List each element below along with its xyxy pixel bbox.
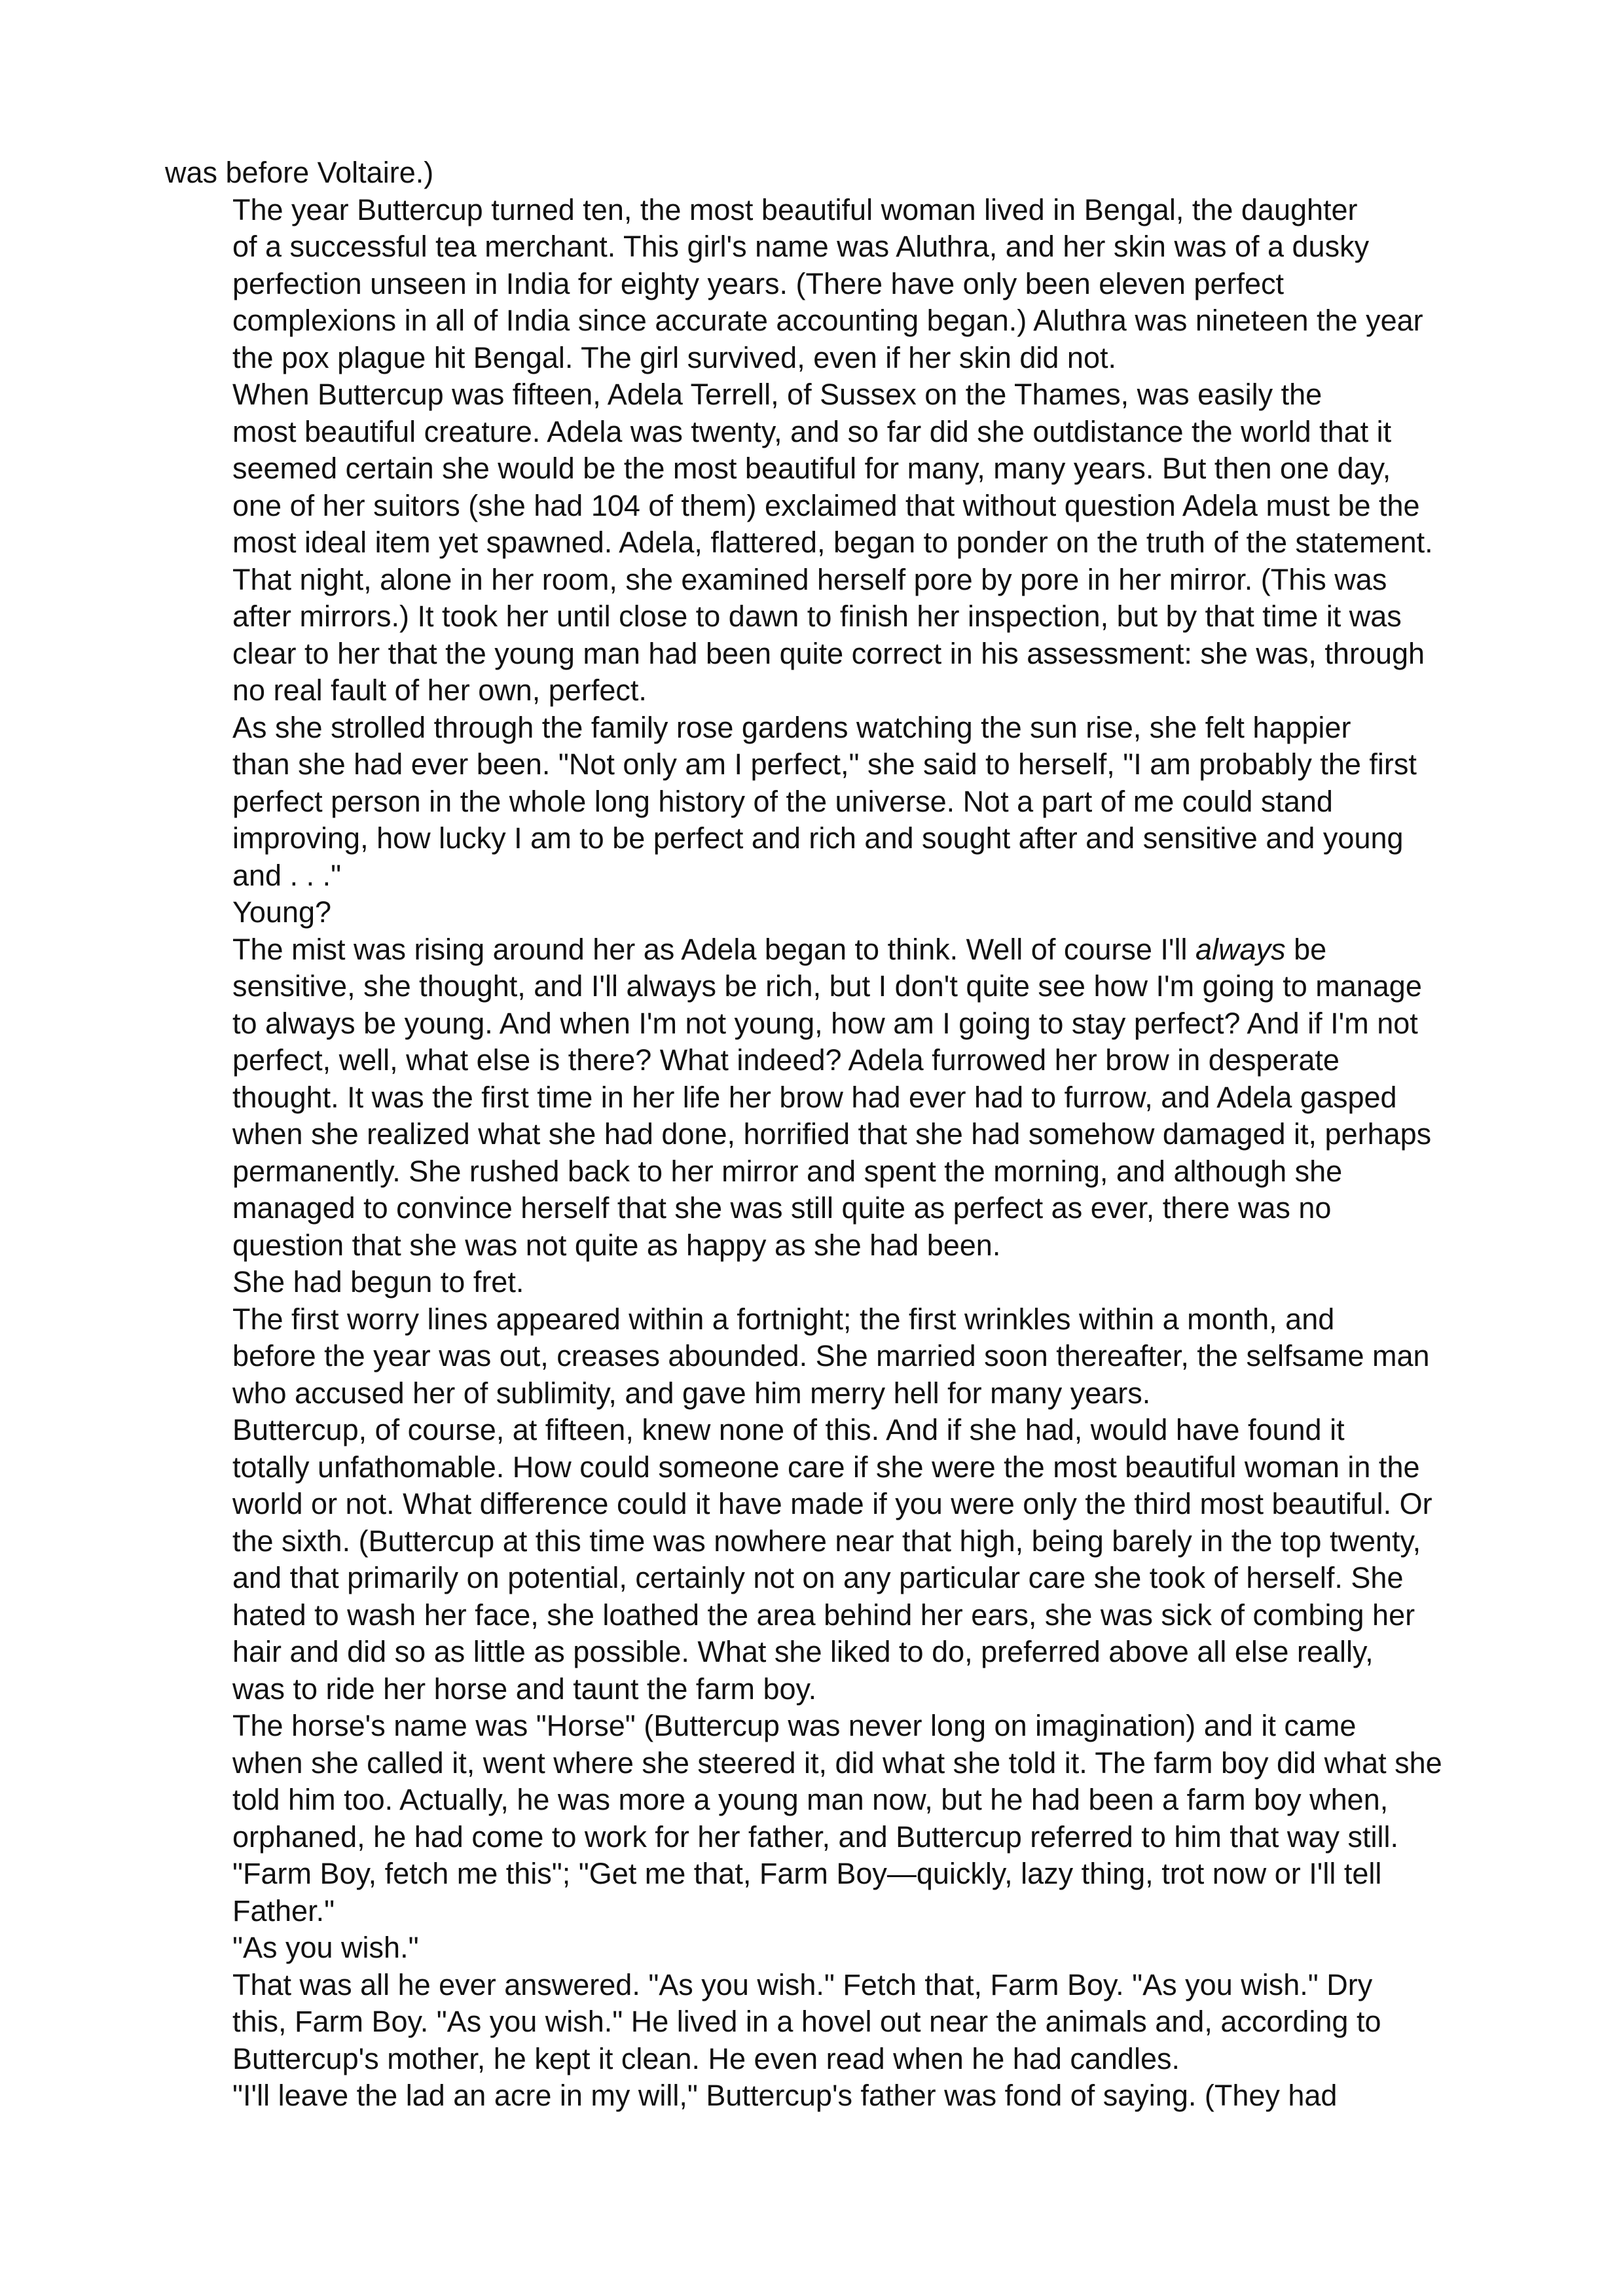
paragraph-8 — [165, 1301, 1474, 1412]
text-line: managed to convince herself that she was still quite as perfect as ever, there was no — [232, 1191, 1332, 1225]
text-line: than she had ever been. "Not only am I perfect," she said to herself, "I am probably the first — [232, 747, 1417, 781]
text-line: was before Voltaire.) — [165, 156, 434, 189]
text-line: Buttercup, of course, at fifteen, knew none of this. And if she had, would have found it — [232, 1413, 1345, 1446]
text-line: orphaned, he had come to work for her father, and Buttercup referred to him that way still. — [232, 1820, 1398, 1854]
text-line: sensitive, she thought, and I'll always be rich, but I don't quite see how I'm going to manage — [232, 969, 1422, 1003]
text-line: That was all he ever answered. "As you wish." Fetch that, Farm Boy. "As you wish." Dry — [232, 1967, 1373, 2001]
text-line: "Farm Boy, fetch me this"; "Get me that, Farm Boy—quickly, lazy thing, trot now or I'll tell — [232, 1857, 1382, 1890]
paragraph-13 — [165, 2077, 1474, 2115]
paragraph-5 — [165, 894, 1474, 931]
text-line: perfection unseen in India for eighty years. (There have only been eleven perfect — [232, 266, 1284, 300]
text-line: She had begun to fret. — [232, 1265, 524, 1299]
paragraph-7 — [165, 1264, 1474, 1301]
text-line: no real fault of her own, perfect. — [232, 673, 647, 707]
text-line: improving, how lucky I am to be perfect and rich and sought after and sensitive and young — [232, 821, 1404, 855]
text-line: was to ride her horse and taunt the farm boy. — [232, 1672, 817, 1706]
text-line: when she called it, went where she steered it, did what she told it. The farm boy did what she — [232, 1746, 1442, 1780]
text-line: That night, alone in her room, she examined herself pore by pore in her mirror. (This was — [232, 562, 1387, 596]
text-line: When Buttercup was fifteen, Adela Terrell, of Sussex on the Thames, was easily the — [232, 378, 1322, 411]
text-line: totally unfathomable. How could someone care if she were the most beautiful woman in the — [232, 1450, 1420, 1484]
text-line: world or not. What difference could it have made if you were only the third most beautiful. Or — [232, 1487, 1432, 1520]
text-line: clear to her that the young man had been quite correct in his assessment: she was, through — [232, 636, 1425, 670]
document-page — [165, 154, 1474, 2115]
text-line: The year Buttercup turned ten, the most beautiful woman lived in Bengal, the daughter — [232, 192, 1358, 226]
text-line: Young? — [232, 895, 332, 929]
text-line: "As you wish." — [232, 1931, 419, 1964]
text-line: before the year was out, creases abounded. She married soon thereafter, the selfsame man — [232, 1339, 1430, 1372]
text-line: when she realized what she had done, horrified that she had somehow damaged it, perhaps — [232, 1117, 1432, 1151]
paragraph-4 — [165, 709, 1474, 895]
text-fragment: be — [1285, 932, 1327, 966]
paragraph-11 — [165, 1929, 1474, 1967]
text-line: perfect person in the whole long history of the universe. Not a part of me could stand — [232, 784, 1333, 818]
paragraph-12 — [165, 1967, 1474, 2078]
text-line: the pox plague hit Bengal. The girl survived, even if her skin did not. — [232, 340, 1116, 374]
paragraph-3 — [165, 376, 1474, 709]
text-line: Father." — [232, 1893, 335, 1928]
text-fragment: The mist was rising around her as Adela began to think. Well of course I'll — [232, 932, 1196, 966]
paragraph-9 — [165, 1412, 1474, 1708]
emphasis-text: always — [1195, 932, 1286, 966]
text-line: "I'll leave the lad an acre in my will," Buttercup's father was fond of saying. (They had — [232, 2079, 1338, 2112]
paragraph-1 — [165, 154, 1474, 192]
text-line: seemed certain she would be the most beautiful for many, many years. But then one day, — [232, 452, 1391, 485]
text-line: who accused her of sublimity, and gave him merry hell for many years. — [232, 1376, 1151, 1410]
text-line: the sixth. (Buttercup at this time was nowhere near that high, being barely in the top twenty, — [232, 1524, 1421, 1558]
text-line: after mirrors.) It took her until close to dawn to finish her inspection, but by that time it was — [232, 600, 1402, 633]
text-line: thought. It was the first time in her life her brow had ever had to furrow, and Adela gasped — [232, 1080, 1397, 1114]
text-line: told him too. Actually, he was more a young man now, but he had been a farm boy when, — [232, 1783, 1389, 1816]
text-line: perfect, well, what else is there? What indeed? Adela furrowed her brow in desperate — [232, 1043, 1340, 1077]
text-line: hair and did so as little as possible. What she liked to do, preferred above all else really, — [232, 1635, 1374, 1668]
text-line: As she strolled through the family rose gardens watching the sun rise, she felt happier — [232, 710, 1351, 744]
text-line: this, Farm Boy. "As you wish." He lived in a hovel out near the animals and, according to — [232, 2005, 1381, 2038]
text-line: complexions in all of India since accurate accounting began.) Aluthra was nineteen the year — [232, 304, 1423, 337]
text-line: most beautiful creature. Adela was twenty, and so far did she outdistance the world that it — [232, 414, 1392, 448]
text-line: and . . ." — [232, 858, 342, 892]
text-line: most ideal item yet spawned. Adela, flattered, began to ponder on the truth of the statement. — [232, 526, 1433, 559]
text-line — [165, 931, 1474, 969]
text-line: one of her suitors (she had 104 of them) exclaimed that without question Adela must be the — [232, 488, 1420, 522]
text-line: to always be young. And when I'm not young, how am I going to stay perfect? And if I'm not — [232, 1006, 1418, 1040]
paragraph-10 — [165, 1708, 1474, 1929]
text-line: The horse's name was "Horse" (Buttercup was never long on imagination) and it came — [232, 1709, 1357, 1742]
text-line: and that primarily on potential, certainly not on any particular care she took of herself. She — [232, 1561, 1404, 1594]
paragraph-2 — [165, 192, 1474, 377]
text-line: The first worry lines appeared within a fortnight; the first wrinkles within a month, and — [232, 1302, 1335, 1336]
text-line: permanently. She rushed back to her mirror and spent the morning, and although she — [232, 1154, 1343, 1188]
text-line: question that she was not quite as happy as she had been. — [232, 1228, 1001, 1262]
text-line: hated to wash her face, she loathed the area behind her ears, she was sick of combing her — [232, 1598, 1415, 1632]
paragraph-6 — [165, 931, 1474, 1265]
text-line: Buttercup's mother, he kept it clean. He even read when he had candles. — [232, 2041, 1180, 2075]
text-line: of a successful tea merchant. This girl's name was Aluthra, and her skin was of a dusky — [232, 230, 1370, 263]
